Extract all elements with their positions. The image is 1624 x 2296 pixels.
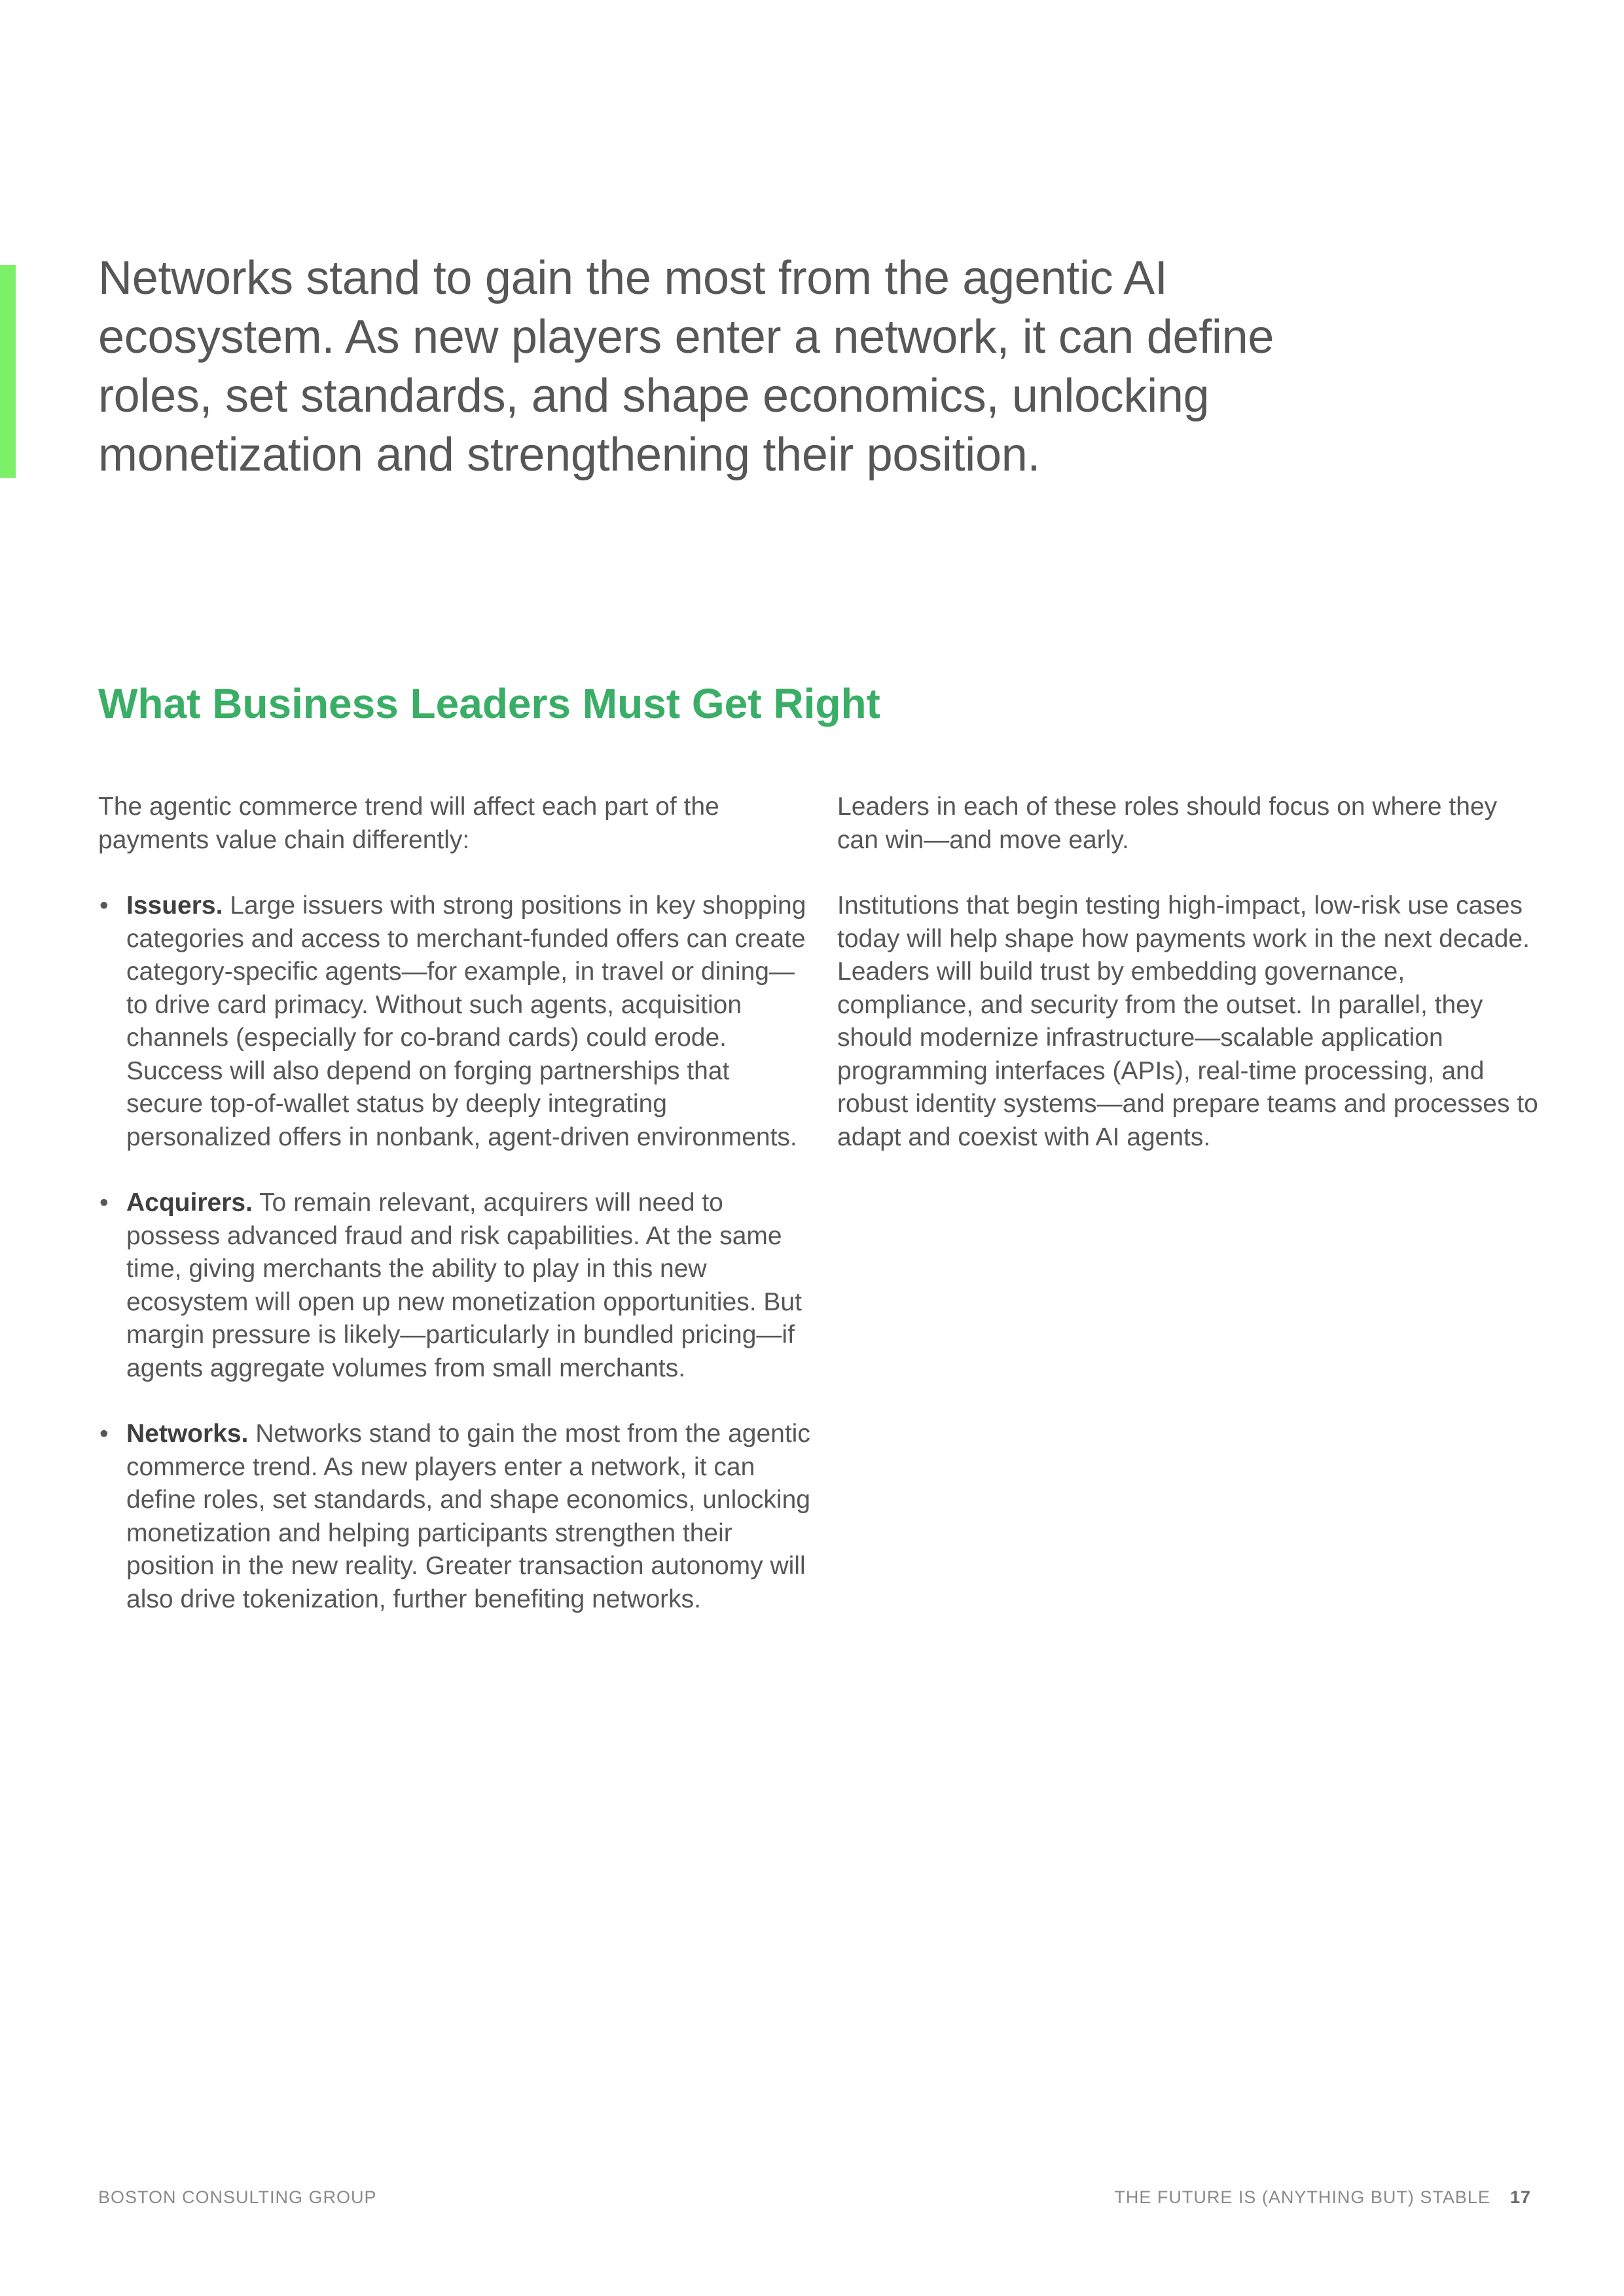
list-item-issuers — [98, 889, 812, 1154]
bullet-term: Issuers. — [126, 891, 223, 920]
left-column-intro: The agentic commerce trend will affect each part of the payments value chain differently: — [98, 793, 719, 854]
right-column-paragraph: Leaders in each of these roles should focus on where they can win—and move early. — [837, 793, 1498, 854]
section-heading: What Business Leaders Must Get Right — [98, 680, 880, 727]
footer-publisher: BOSTON CONSULTING GROUP — [98, 2187, 377, 2207]
bullet-term: Acquirers. — [126, 1189, 253, 1217]
bullet-icon: • — [99, 891, 109, 920]
right-column — [837, 791, 1544, 1154]
bullet-icon: • — [99, 1189, 109, 1217]
footer-report-title: THE FUTURE IS (ANYTHING BUT) STABLE — [1114, 2187, 1490, 2207]
pull-quote-accent-bar — [0, 265, 16, 478]
list-item-acquirers — [98, 1187, 812, 1385]
right-column-paragraph: Institutions that begin testing high-impact, low-risk use cases today will help shape how payments work in the next decade. Leaders will build trust by embedding governance, compliance, and security from the outset. In parallel, they should modernize infrastructure—scalable application programming interfaces (APIs), real-time processing, and robust identity systems—and prepare teams and processes to adapt and coexist with AI agents. — [837, 891, 1538, 1151]
bullet-term: Networks. — [126, 1420, 249, 1448]
value-chain-list — [98, 889, 812, 1616]
footer-right — [1114, 2186, 1531, 2208]
bullet-icon: • — [99, 1420, 109, 1448]
left-column — [98, 791, 812, 1616]
list-item-networks — [98, 1418, 812, 1616]
page-number: 17 — [1509, 2187, 1531, 2207]
pull-quote: Networks stand to gain the most from the agentic AI ecosystem. As new players enter a network, it can define roles, set standards, and shape economics, unlocking monetization and strengthening their position. — [98, 252, 1274, 481]
bullet-text: Large issuers with strong positions in key shopping categories and access to merchant-funded offers can create category-specific agents—for example, in travel or dining—to drive card primacy. Without such agents, acquisition channels (especially for co-brand cards) could erode. Success will also depend on forging partnerships that secure top-of-wallet status by deeply integrating personalized offers in nonbank, agent-driven environments. — [126, 891, 806, 1151]
bullet-text: To remain relevant, acquirers will need to possess advanced fraud and risk capabilities. At the same time, giving merchants the ability to play in this new ecosystem will open up new monetization opportunities. But margin pressure is likely—particularly in bundled pricing—if agents aggregate volumes from small merchants. — [126, 1189, 802, 1382]
bullet-text: Networks stand to gain the most from the agentic commerce trend. As new players enter a network, it can define roles, set standards, and shape economics, unlocking monetization and helping participants strengthen their position in the new reality. Greater transaction autonomy will also drive tokenization, further benefiting networks. — [126, 1420, 810, 1613]
